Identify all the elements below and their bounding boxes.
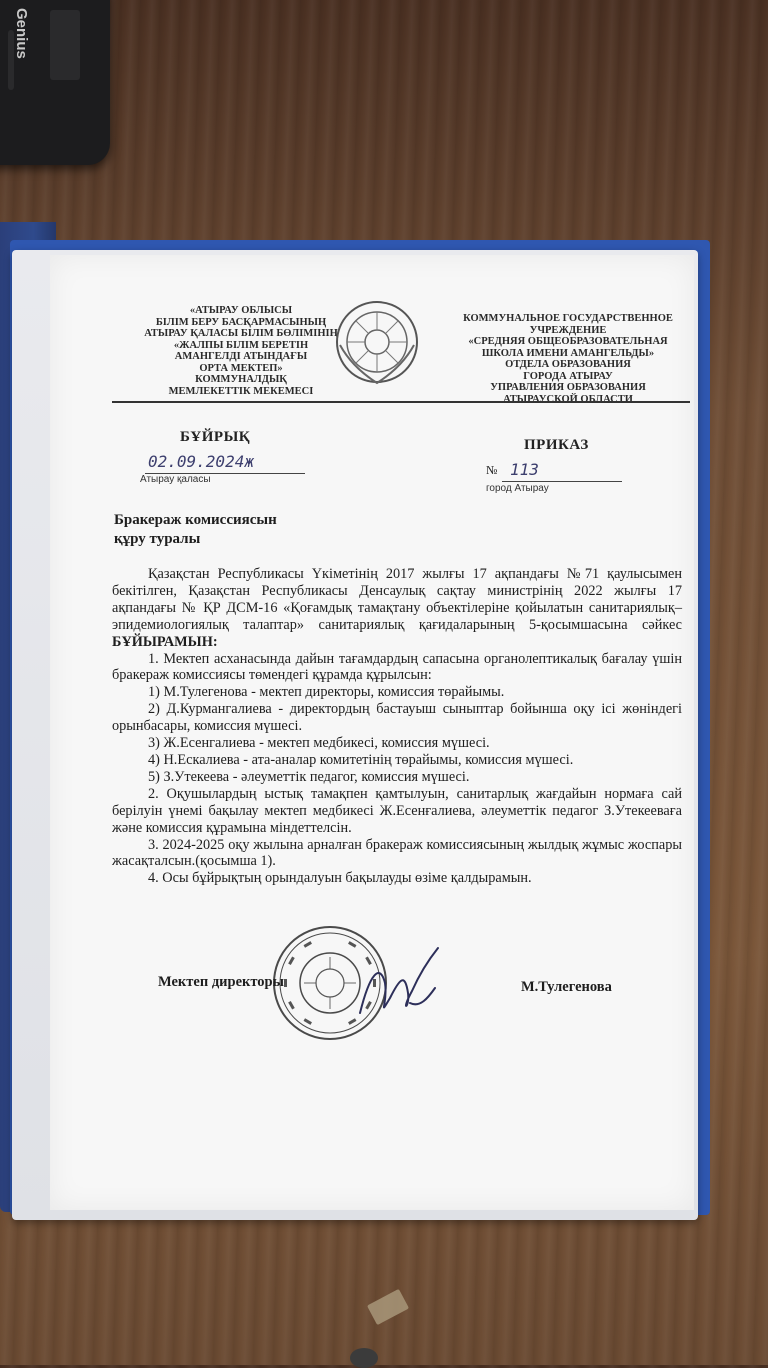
- header-line: ШКОЛА ИМЕНИ АМАНГЕЛЬДЫ»: [481, 347, 655, 359]
- keyboard-key: [50, 10, 80, 80]
- header-line: ГОРОДА АТЫРАУ: [523, 370, 613, 382]
- title-ru: ПРИКАЗ: [524, 437, 589, 453]
- signatory-name: М.Тулегенова: [521, 979, 612, 995]
- header-line: ОРТА МЕКТЕП»: [199, 362, 283, 374]
- handwritten-date: 02.09.2024ж: [148, 452, 254, 471]
- header-line: УПРАВЛЕНИЯ ОБРАЗОВАНИЯ: [490, 382, 646, 393]
- header-divider: [112, 401, 690, 403]
- member-3: 3) Ж.Есенгалиева - мектеп медбикесі, комиссия мүшесі.: [148, 735, 490, 752]
- tape-scrap: [367, 1289, 409, 1325]
- member-5: 5) З.Утекеева - әлеуметтік педагог, комиссия мүшесі.: [148, 768, 470, 785]
- header-line: МЕМЛЕКЕТТІК МЕКЕМЕСІ: [168, 385, 314, 397]
- handwritten-number: 113: [510, 460, 539, 479]
- header-line: «СРЕДНЯЯ ОБЩЕОБРАЗОВАТЕЛЬНАЯ: [468, 336, 668, 347]
- header-left: [126, 305, 356, 397]
- keyboard: [0, 0, 110, 165]
- order-document: [50, 255, 694, 1210]
- subject-line: құру туралы: [114, 531, 201, 547]
- handwritten-signature: [350, 943, 450, 1033]
- keyboard-brand: Genius: [13, 8, 30, 59]
- header-line: АТЫРАУСКОЙ ОБЛАСТИ: [503, 393, 633, 405]
- header-line: ОТДЕЛА ОБРАЗОВАНИЯ: [505, 359, 631, 370]
- signatory-title: Мектеп директоры: [158, 974, 284, 990]
- city-ru: город Атырау: [486, 483, 549, 494]
- preamble: [112, 566, 682, 651]
- header-line: АТЫРАУ ҚАЛАСЫ БІЛІМ БӨЛІМІНІҢ: [144, 328, 338, 339]
- header-line: АМАНГЕЛДІ АТЫНДАҒЫ: [174, 351, 308, 362]
- item-2: 2. Оқушылардың ыстық тамақпен қамтылуын, санитарлық жағдайын нормаға сай берілуін үнемі бақылау мектеп медбикесі Ж.Есенғалиева, әлеуметтік педагог З.Утекееваға және комиссия құрамына міндеттелсін.: [112, 785, 682, 836]
- state-emblem-icon: [332, 297, 422, 387]
- header-line: «ЖАЛПЫ БІЛІМ БЕРЕТІН: [173, 339, 309, 351]
- desk-object: [350, 1348, 378, 1368]
- member-2: 2) Д.Курмангалиева - директордың бастауыш сыныптар бойынша оқу ісі жөніндегі орынбасары, комиссия мүшесі.: [112, 701, 682, 735]
- member-4: 4) Н.Ескалиева - ата-аналар комитетінің төрайымы, комиссия мүшесі.: [148, 751, 574, 768]
- header-right: [452, 313, 684, 405]
- subject-line: Бракераж комиссиясын: [114, 512, 277, 528]
- number-label: №: [486, 463, 498, 477]
- item-4: 4. Осы бұйрықтың орындалуын бақылауды өзіме қалдырамын.: [148, 870, 532, 887]
- header-line: БІЛІМ БЕРУ БАСҚАРМАСЫНЫҢ: [155, 316, 327, 328]
- order-word: БҰЙЫРАМЫН:: [112, 633, 218, 650]
- preamble-text: Қазақстан Республикасы Үкіметінің 2017 жылғы 17 ақпандағы №71 қаулысымен бекітілген, Қазақстан Республикасы Денсаулық сақтау министрінің 2022 жылғы 17 ақпандағы № ҚР ДСМ-16 «Қоғамдық тамақтану объектілеріне қойылатын санитариялық–эпидемиологиялық талаптар» санитариялық қағидаларының 5-қосымшасына сәйкес: [112, 566, 682, 633]
- member-1: 1) М.Тулегенова - мектеп директоры, комиссия төрайымы.: [148, 684, 505, 701]
- order-subject: [114, 511, 277, 549]
- header-line: УЧРЕЖДЕНИЕ: [529, 324, 607, 336]
- header-line: КОММУНАЛЬНОЕ ГОСУДАРСТВЕННОЕ: [463, 313, 673, 324]
- city-kz: Атырау қаласы: [140, 474, 211, 485]
- header-line: КОММУНАЛДЫҚ: [195, 374, 287, 385]
- header-line: «АТЫРАУ ОБЛЫСЫ: [189, 305, 293, 316]
- order-body: [112, 566, 682, 887]
- item-1: 1. Мектеп асханасында дайын тағамдардың сапасына органолептикалық бағалау үшін бракераж комиссиясы төмендегі құрамда құрылсын:: [112, 650, 682, 684]
- title-kz: БҰЙРЫҚ: [180, 429, 251, 445]
- item-3: 3. 2024-2025 оқу жылына арналған бракераж комиссиясының жылдық жұмыс жоспары жасақталсын.(қосымша 1).: [112, 836, 682, 870]
